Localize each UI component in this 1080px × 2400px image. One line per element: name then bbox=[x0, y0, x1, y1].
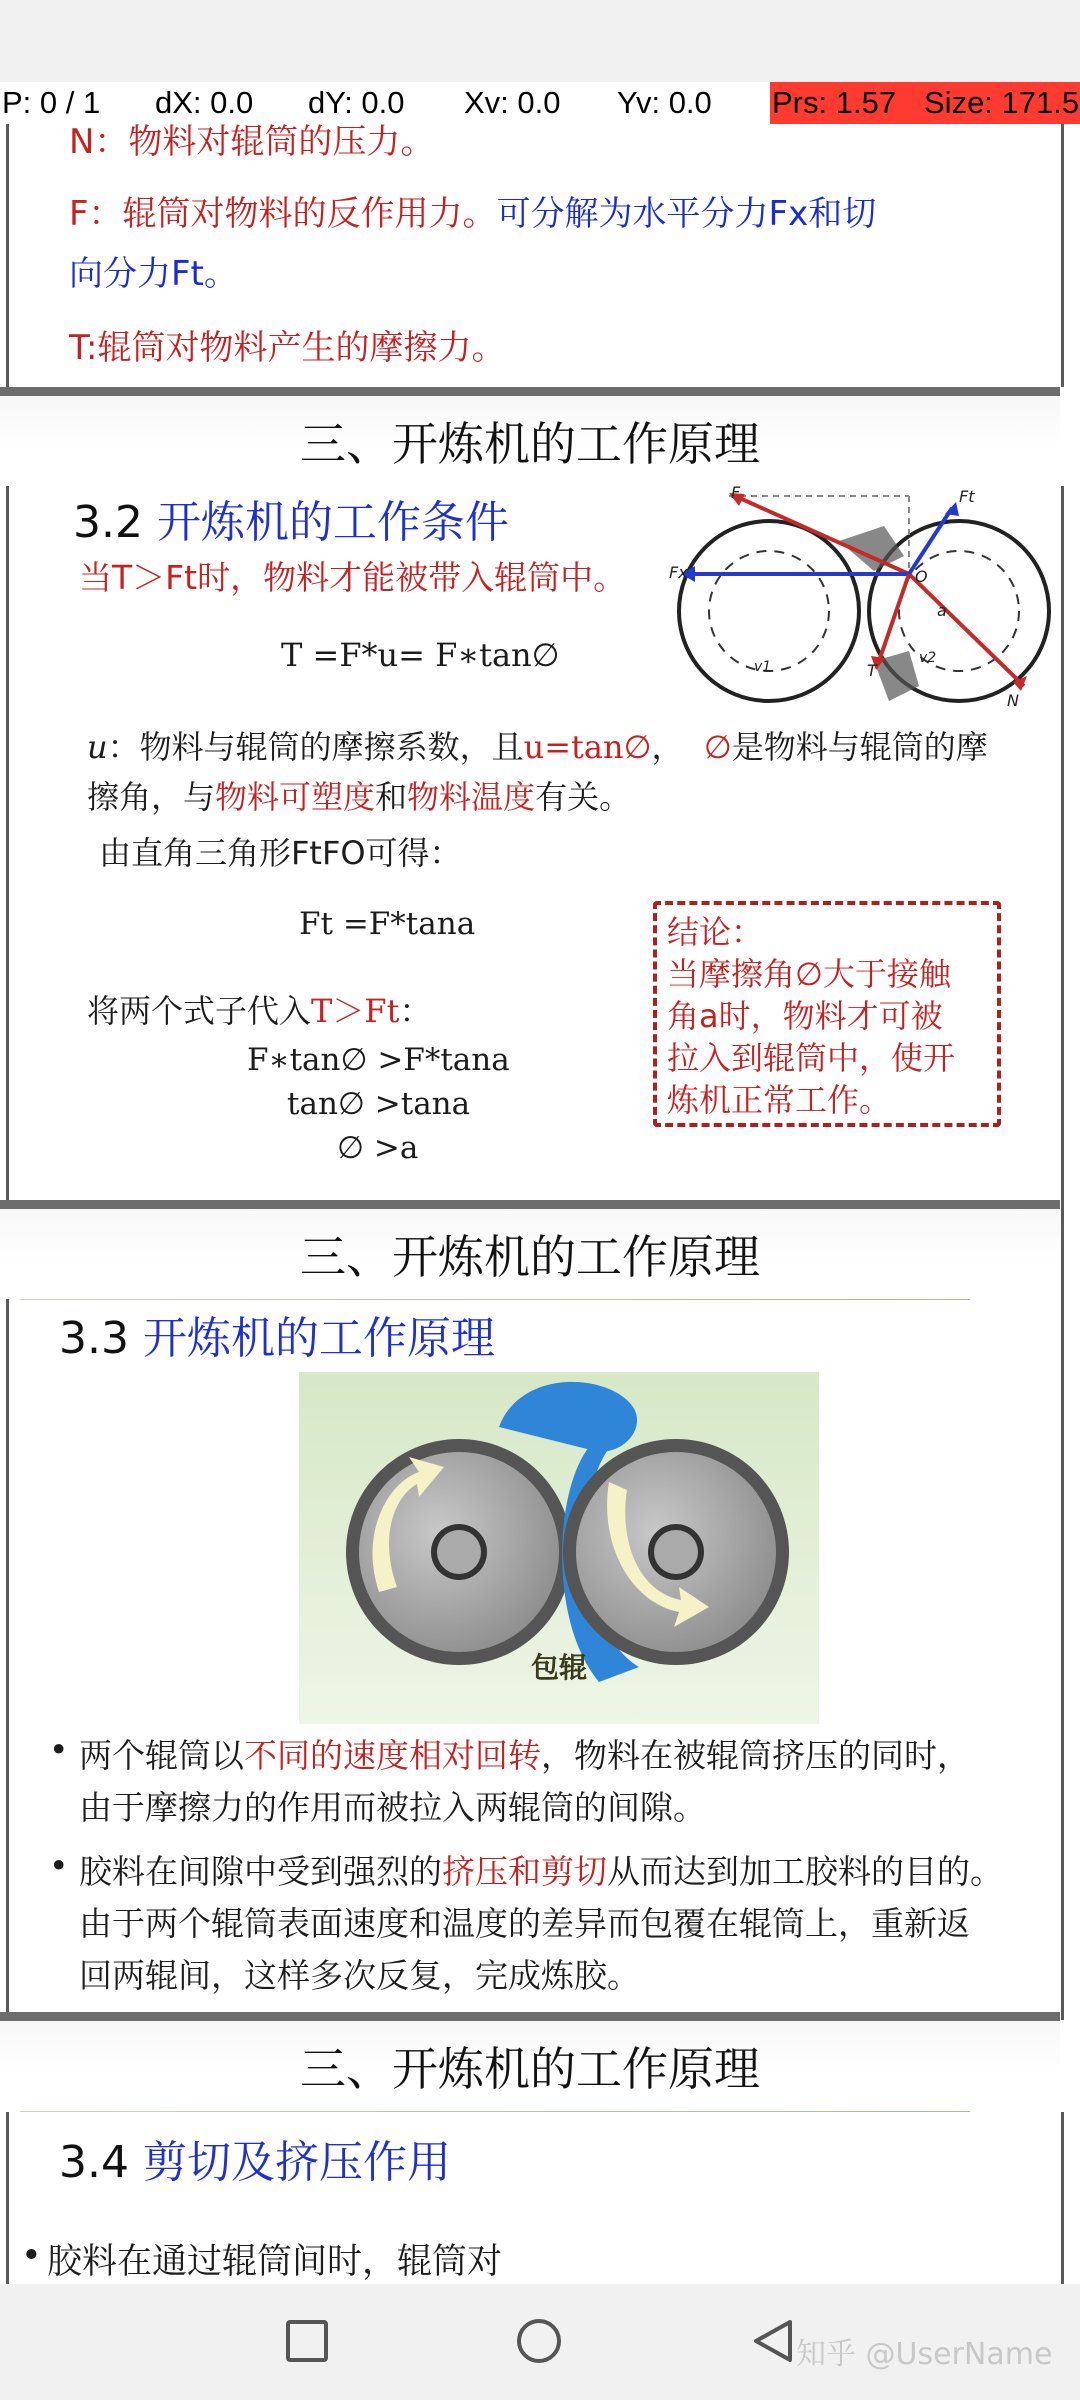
substitute-text: 将两个式子代入T＞Ft： bbox=[87, 992, 432, 1030]
slide-1 bbox=[6, 124, 1064, 387]
triangle-text: 由直角三角形FtFO可得： bbox=[99, 834, 462, 872]
slide-3 bbox=[6, 1300, 1064, 2020]
image-viewer-content[interactable] bbox=[0, 124, 1080, 2284]
formula-1: T =F*u= F∗tan∅ bbox=[281, 636, 560, 674]
slide-2 bbox=[6, 486, 1064, 1324]
pointer-location-overlay bbox=[0, 82, 1080, 124]
section-heading: 3.4 剪切及挤压作用 bbox=[59, 2137, 451, 2188]
condition-text: 当T＞Ft时，物料才能被带入辊筒中。 bbox=[79, 558, 627, 597]
section-heading: 3.2 开炼机的工作条件 bbox=[73, 497, 509, 548]
formula-2: Ft =F*tana bbox=[299, 906, 476, 942]
label-fx: Fx bbox=[669, 563, 688, 582]
line-f: F：辊筒对物料的反作用力。可分解为水平分力Fx和切 bbox=[69, 194, 877, 234]
touch-size: Size: 171.5 bbox=[924, 85, 1080, 120]
line-f-cont: 向分力Ft。 bbox=[69, 254, 238, 294]
conclusion-box bbox=[653, 901, 1001, 1127]
pressure: Prs: 1.57 bbox=[772, 85, 897, 120]
label-f: F bbox=[731, 486, 741, 502]
slide-title: 三、开炼机的工作原理 bbox=[300, 2042, 760, 2096]
watermark: 知乎 @UserName bbox=[796, 2337, 1053, 2372]
slide-4-header bbox=[0, 2012, 1060, 2111]
bullet-2: • 胶料在间隙中受到强烈的挤压和剪切从而达到加工胶料的目的。 由于两个辊筒表面速度和温度的差异而包覆在辊筒上，重新返 回两辊间，这样多次反复，完成炼胶。 bbox=[49, 1846, 1003, 1995]
slide-2-header bbox=[0, 387, 1060, 486]
inequality-3: ∅ >a bbox=[337, 1130, 419, 1166]
label-t: T bbox=[867, 661, 877, 680]
conclusion-line: 拉入到辊筒中，使开 bbox=[667, 1039, 956, 1077]
conclusion-line: 角a时，物料才可被 bbox=[667, 997, 943, 1035]
recent-apps-icon bbox=[272, 2310, 342, 2374]
slide-title: 三、开炼机的工作原理 bbox=[300, 1230, 760, 1284]
conclusion-line: 炼机正常工作。 bbox=[667, 1081, 892, 1119]
slide-3-header bbox=[0, 1200, 1060, 1299]
label-n: N bbox=[1007, 691, 1019, 710]
inequality-1: F∗tan∅ >F*tana bbox=[247, 1042, 510, 1078]
conclusion-line: 当摩擦角∅大于接触 bbox=[667, 955, 951, 993]
pointer-count: P: 0 / 1 bbox=[2, 85, 101, 120]
home-button[interactable] bbox=[504, 2310, 574, 2374]
label-v1: v1 bbox=[754, 659, 772, 675]
section-heading: 3.3 开炼机的工作原理 bbox=[59, 1313, 495, 1364]
label-v2: v2 bbox=[919, 650, 937, 666]
inequality-2: tan∅ >tana bbox=[287, 1086, 471, 1122]
mill-rollers-image bbox=[299, 1372, 819, 1724]
line-t: T:辊筒对物料产生的摩擦力。 bbox=[69, 328, 506, 368]
line-n: N：物料对辊筒的压力。 bbox=[69, 124, 435, 162]
bullet-1: • 胶料在通过辊筒间时，辊筒对 bbox=[21, 2236, 503, 2282]
label-ft: Ft bbox=[959, 487, 975, 506]
conclusion-line: 结论： bbox=[667, 913, 764, 951]
velocity-x: Xv: 0.0 bbox=[464, 85, 561, 120]
delta-y: dY: 0.0 bbox=[308, 85, 405, 120]
desc-line-2: 擦角，与物料可塑度和物料温度有关。 bbox=[87, 778, 632, 816]
image-caption: 包辊 bbox=[531, 1651, 588, 1684]
label-a: a bbox=[937, 601, 947, 620]
velocity-y: Yv: 0.0 bbox=[617, 85, 712, 120]
status-bar bbox=[0, 0, 1080, 82]
label-o: O bbox=[915, 567, 928, 586]
slide-4 bbox=[6, 2112, 1064, 2284]
home-icon bbox=[504, 2310, 574, 2374]
recent-apps-button[interactable] bbox=[272, 2310, 342, 2374]
slide-title: 三、开炼机的工作原理 bbox=[300, 417, 760, 471]
roller-force-diagram bbox=[669, 486, 1064, 716]
delta-x: dX: 0.0 bbox=[155, 85, 254, 120]
bullet-1: • 两个辊筒以不同的速度相对回转，物料在被辊筒挤压的同时， 由于摩擦力的作用而被拉入两辊筒的间隙。 bbox=[49, 1730, 970, 1827]
desc-line-1: u：物料与辊筒的摩擦系数，且u=tan∅， ∅是物料与辊筒的摩 bbox=[87, 728, 988, 766]
